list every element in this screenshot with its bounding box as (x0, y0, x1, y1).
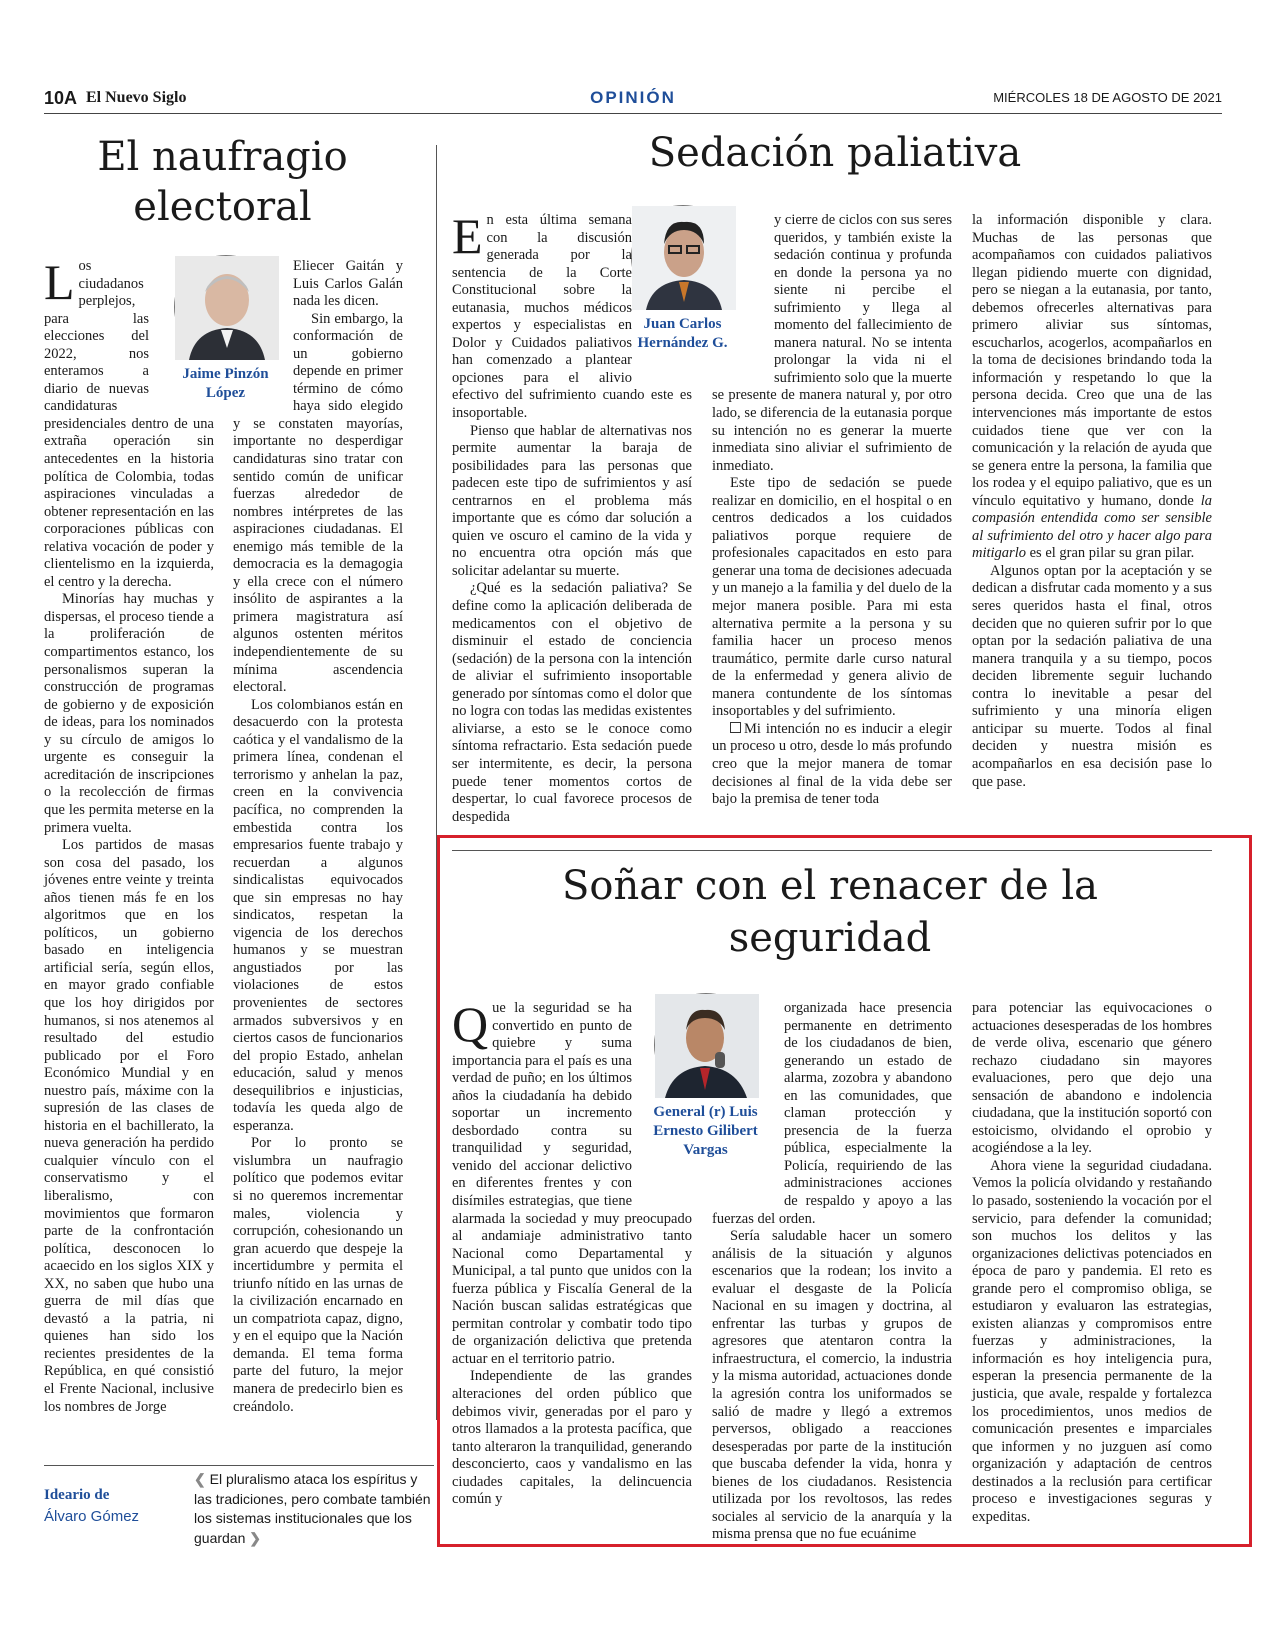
article3-author: General (r) Luis Ernesto Gilibert Vargas (653, 1104, 758, 1158)
paragraph: Sería saludable hacer un somero análisis de la situación y algunos escenarios que la rodean; los invito a evaluar el desgaste de la Policía Nacional en su imagen y doctrina, al enfrentar las turbas y grupos de agresores que atentaron contra la infraestructura, el comercio, la industria y la misma autoridad, actuaciones donde la agresión contra los uniformados se salió de madre y llegó a extremos perversos, obligado a reacciones desesperadas por parte de la institución que buscaba defender la vida, honra y bienes de los ciudadanos. Resistencia utilizada por los revoltosos, las redes sociales al servicio de la anarquía y la misma prensa que no fue ecuánime (712, 1228, 952, 1543)
article1-author: Jaime Pinzón López (182, 366, 269, 401)
paragraph: Ahora viene la seguridad ciudadana. Vemos la policía olvidando y restañando lo pasado, sosteniendo la vocación por el servicio, para defender la comunidad; son muchos los delitos y las organizaciones delictivas potenciados en época de paro y pandemia. El reto es grande pero el compromiso obliga, se estudiaron y evaluaron las estrategias, existen alianzas y compromisos entre fuerzas y administraciones, la información es hoy inteligencia pura, esperan la presencia permanente de la justicia, que avale, respalde y fortalezca los procedimientos, unos medios de comunicación presentes e imparciales que informen y no juzguen así como organización y adaptación de centros destinados a la reclusión para certificar proceso e investigaciones seguras y expeditas. (972, 1157, 1212, 1525)
issue-date: MIÉRCOLES 18 DE AGOSTO DE 2021 (993, 90, 1222, 105)
page-number: 10A (44, 88, 78, 108)
section-name: OPINIÓN (590, 88, 676, 107)
ideario-box (44, 1465, 434, 1555)
page-header (44, 88, 1222, 114)
article3-top-rule (452, 850, 1212, 851)
article3-title: Soñar con el renacer de la seguridad (561, 863, 1098, 961)
paragraph: Pienso que hablar de alternativas nos permite aumentar la baraja de posibilidades para las personas que padecen este tipo de sufrimientos y así centrarnos en el problema más importante que es cómo dar solución a quien ve oscuro el camino de la vida y no encuentra otra opción más que solicitar adelantar su muerte. (452, 422, 692, 579)
paragraph: ue la seguridad se ha convertido en punto de quiebre y suma importancia para el país es una verdad de puño; en los últimos años la ciudadanía ha debido soportar un incremento desbordado contra su tranquilidad y seguridad, venido del accionar delictivo en diferentes frentes y con disímiles estrategias, que tiene alarmada la sociedad y muy preocupado al andamiaje administrativo tanto Nacional como Departamental y Municipal, a tal punto que unidos con la fuerza pública y Fiscalía General de la Nación buscan salidas estratégicas que permitan controlar y combatir todo tipo de organización delictiva que pretenda actuar en el territorio patrio. (452, 1000, 692, 1367)
italic-phrase: la compasión entendida como ser sensible al sufrimiento del otro y hacer algo para mitigarlo (972, 492, 1212, 562)
paragraph: Minorías hay muchas y dispersas, el proceso tiende a la proliferación de compartimentos estanco, los personalismos superan la construcción de programas de gobierno y de exposición de ideas, para los nominados y su círculo de amigos lo urgente es conseguir la acreditación de inscripciones o la recolección de firmas que les permita meterse en la primera vuelta. (44, 591, 214, 836)
quote-close-icon: ❯ (249, 1529, 262, 1546)
ideario-title: Ideario de (44, 1487, 110, 1503)
paragraph: Algunos optan por la aceptación y se dedican a disfrutar cada momento y a sus seres queridos hasta el final, otros deciden que no quieren sufrir por lo que optan por la sedación paliativa de una manera tranquila y a su tiempo, pocos deciden libremente seguir luchando contra lo inevitable a pesar del sufrimiento y una minoría eligen anticipar su muerte. Todos al final deciden y nuestra misión es acompañarlos en esa decisión pase lo que pase. (972, 562, 1212, 790)
byline-float (712, 212, 774, 387)
paragraph: Sin embargo, la conformación de un gobierno depende en primer término de cómo haya sido elegido y se constaten mayorías, importante no desperdigar candidaturas sino tratar con sentido común de unificar fuerzas alrededor de nombres intérpretes de las aspiraciones ciudadanas. El enemigo más temible de la democracia es la demagogia y ella crece con el número insólito de aspirantes a la primera magistratura así algunos ostenten méritos independientemente de su mínima ascendencia electoral. (233, 310, 403, 696)
article3-column-1 (452, 996, 692, 1540)
dropcap: Q (452, 996, 489, 1052)
paragraph: ¿Qué es la sedación paliativa? Se define como la aplicación deliberada de medicamentos con el objetivo de disminuir el estado de conciencia (sedación) de la persona con la intención de aliviar el sufrimiento insoportable generado por síntomas como el dolor que no logra con todas las medidas existentes aliviarse, a esto se le conoce como síntoma refractario. Esta sedación puede ser intermitente, es decir, la persona puede tener momentos cortos de despertar, lo cual favorece procesos de despedida (452, 580, 692, 825)
paragraph: Por lo pronto se vislumbra un naufragio político que podemos evitar si no queremos incrementar males, violencia y corrupción, cohesionando un gran acuerdo que despeje la incertidumbre y permita el triunfo nítido en las urnas de la civilización encarnado en un compatriota capaz, digno, y en el equipo que la Nación demanda. El tema forma parte del futuro, la mejor manera de predecirlo bien es creándolo. (233, 1135, 403, 1415)
paragraph: Mi intención no es inducir a elegir un proceso u otro, desde lo más profundo creo que la mejor manera de tomar decisiones al final de la vida debe ser bajo la premisa de tener toda (712, 720, 953, 808)
paragraph: n esta última semana con la discusión generada por la sentencia de la Corte Constitucional sobre la eutanasia, muchos médicos expertos y especialistas en Dolor y Cuidados paliativos han comenzado a plantear opciones para el alivio efectivo del sufrimiento cuando este es insoportable. (452, 212, 692, 422)
newspaper-name: El Nuevo Siglo (86, 89, 187, 106)
article3-column-3 (972, 1000, 1212, 1540)
paragraph: la información disponible y clara. Muchas de las personas que acompañamos con cuidados paliativos llegan pidiendo muerte con dignidad, pero se niegan a la eutanasia, por tanto, debemos ofrecerles alternativas para primero aliviar sus síntomas, escucharlos, acogerlos, acompañarlos en la toma de decisiones brindando toda la información y respetando lo que la persona decida. Creo que una de las intervenciones más importante de estos cuidados tiene que ver con la comunicación y la relación de ayuda que se genera entre la persona, la familia que los rodea y el equipo paliativo, que es un vínculo equitativo y humano, donde (972, 212, 1212, 509)
dropcap: L (44, 254, 75, 310)
byline-float (149, 258, 214, 408)
article1-column-1 (44, 254, 214, 1415)
paragraph: para potenciar las equivocaciones o actuaciones desesperadas de los hombres de verde oliva, escenario que género rechazo ciudadano sin mayores evaluaciones, pero que dejo una sensación de abandono e indolencia ciudadana, que la institución soportó con estoicismo, olvidando el oprobio y acogiéndose a la ley. (972, 1000, 1212, 1157)
paragraph: Los partidos de masas son cosa del pasado, los jóvenes entre veinte y treinta años tienen más fe en los algoritmos que en los políticos, un gobierno basado en inteligencia artificial sería, según ellos, en mayor grado confiable que los hoy dirigidos por humanos, si nos atenemos al resultado del estudio publicado por el Foro Económico Mundial y en nuestro país, máxime con la supresión de las clases de historia en el bachillerato, la nueva generación ha perdido cualquier vínculo con el conservatismo y el liberalismo, con movimientos que formaron parte de la confrontación política, desconocen lo acaecido en los siglos XIX y XX, no saben que hubo una guerra de mil días que devastó a la patria, ni quienes han sido los recientes presidentes de la República, en qué consistió el Frente Nacional, inclusive los nombres de Jorge (44, 837, 214, 1415)
paragraph: Eliecer Gaitán y Luis Carlos Galán nada les dicen. (293, 258, 403, 310)
ideario-quote (194, 1470, 434, 1548)
article2-column-1 (452, 208, 692, 825)
paragraph: Independiente de las grandes alteraciones del orden público que debimos vivir, generadas por el paro y otros llamados a la protesta pacífica, que tanto alteraron la tranquilidad, generando desconcierto, caos y vandalismo en las ciudades capitales, la delincuencia común y (452, 1368, 692, 1508)
quote-text: El pluralismo ataca los espíritus y las tradiciones, pero combate también los sistemas institucionales que los guardan (194, 1471, 431, 1546)
quote-open-icon: ❮ (194, 1471, 206, 1487)
paragraph: organizada hace presencia permanente en detrimento de los ciudadanos de bien, generando un estado de alarma, zozobra y abandono en las comunidades, que claman protección y presencia de la fuerza pública, especialmente la Policía, requiriendo de las administraciones acciones de respaldo y apoyo a las fuerzas del orden. (712, 1000, 952, 1227)
paragraph: Los colombianos están en desacuerdo con la protesta caótica y el vandalismo de la primera línea, condenan el terrorismo y anhelan la paz, creen en la convivencia pacífica, no comprenden la embestida contra los empresarios fuente trabajo y recuerdan a algunos sindicalistas equivocados que sin empresas no hay sindicatos, respetan la vigencia de los derechos humanos y se muestran angustiados por las violaciones de estos provenientes de sectores armados subversivos y en ciertos casos de funcionarios del propio Estado, anhelan educación, salud y menos desequilibrios e injusticias, todavía les queda algo de esperanza. (233, 696, 403, 1134)
article2-column-2 (712, 212, 953, 808)
byline-float (632, 212, 692, 387)
byline-float (632, 1000, 692, 1195)
article2-title: Sedación paliativa (648, 130, 1022, 176)
ideario-name: Álvaro Gómez (44, 1508, 140, 1525)
dropcap: E (452, 208, 483, 264)
article1-column-2 (233, 258, 403, 1415)
checkbox-glyph-icon (730, 722, 741, 733)
article3-column-2 (712, 1000, 952, 1543)
paragraph: es el gran pilar su gran pilar. (1029, 545, 1195, 562)
paragraph: y cierre de ciclos con sus seres queridos, y también existe la sedación continua y profunda en donde la persona ya no siente ni percibe el sufrimiento y llega al momento del fallecimiento de manera natural. No se intenta prolongar la vida ni el sufrimiento solo que la muerte se presente de manera natural y, por otro lado, se diferencia de la eutanasia porque su intención no es generar la muerte inmediata sino aliviar el sufrimiento de inmediato. (712, 212, 952, 474)
byline-float (712, 1000, 784, 1195)
article2-column-3 (972, 212, 1212, 802)
paragraph: os ciudadanos perplejos, para las elecciones del 2022, nos enteramos a diario de nuevas candidaturas presidenciales dentro de una extraña operación sin antecedentes en la historia política de Colombia, todas aspiraciones vinculadas a obtener representación en las corporaciones públicas con relativa vocación de poder y clientelismo en la izquierda, el centro y la derecha. (44, 258, 214, 590)
paragraph: Este tipo de sedación se puede realizar en domicilio, en el hospital o en centros dedicados a los cuidados paliativos porque requiere de profesionales capacitados en esto para generar una toma de decisiones adecuada y un manejo a la familia y del duelo de la mejor manera posible. Para mi esta alternativa permite a la persona y su familia hacer un proceso menos traumático, permite darle curso natural de la enfermedad y genera alivio de manera contundente de los síntomas insoportables y del sufrimiento. (712, 475, 952, 720)
article2-author: Juan Carlos Hernández G. (637, 316, 728, 351)
article1-title: El naufragio electoral (97, 134, 348, 230)
byline-float (233, 258, 293, 408)
